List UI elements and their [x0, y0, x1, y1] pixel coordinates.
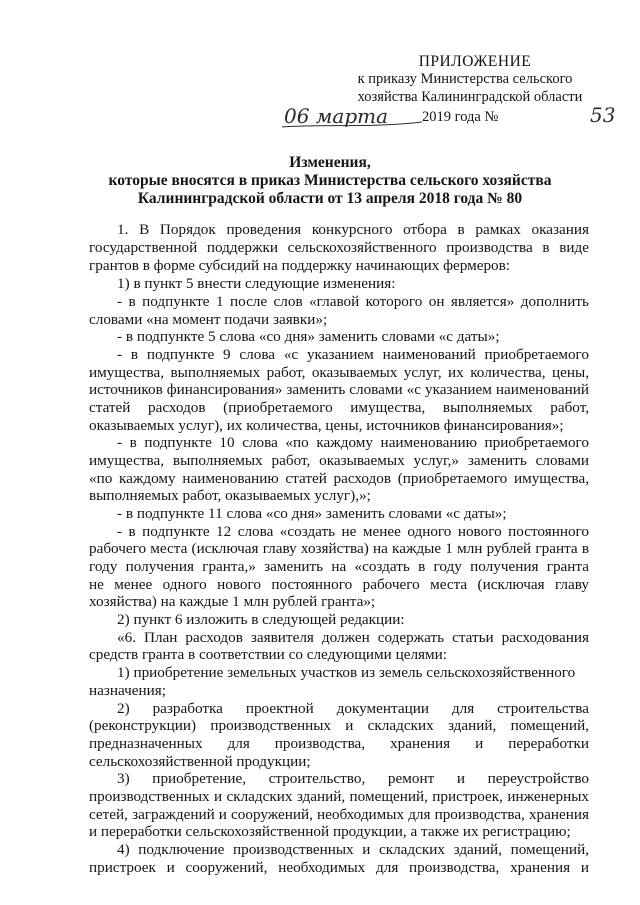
body-line: (реконструкции) производственных и складских зданий, помещений,: [89, 717, 589, 734]
body-line: 3) приобретение, строительство, ремонт и переустройство: [117, 770, 589, 787]
body-line: - в подпункте 12 слова «создать не менее одного нового постоянного: [117, 523, 589, 540]
body-line: имущества, выполняемых работ, оказываемых услуг, их количества, цены,: [89, 364, 589, 381]
body-line: рабочего места (исключая главу хозяйства) на каждые 1 млн рублей гранта в: [89, 540, 589, 557]
handwritten-number: [588, 102, 616, 126]
body-line: предназначенных для производства, хранения и переработки: [89, 735, 589, 752]
body-line: выполняемых работ, оказываемых услуг),»;: [89, 487, 371, 504]
handwritten-number-text: 53: [590, 103, 616, 126]
body-line: назначения;: [89, 682, 166, 699]
body-line: и переработки сельскохозяйственной продукции, а также их регистрацию;: [89, 823, 571, 840]
body-line: имущества, выполняемых работ, оказываемых услуг,» заменить словами: [89, 452, 589, 469]
changes-heading: Изменения,: [289, 154, 371, 171]
body-line: статей расходов (приобретаемого имущества, выполняемых работ,: [89, 399, 589, 416]
body-line: «6. План расходов заявителя должен содержать статьи расходования: [117, 629, 589, 646]
body-line: пристроек и сооружений, необходимых для производства, хранения и: [89, 859, 589, 876]
appendix-title: ПРИЛОЖЕНИЕ: [418, 53, 532, 70]
body-line: сельскохозяйственной продукции;: [89, 753, 311, 770]
appendix-order-line: к приказу Министерства сельского: [357, 71, 573, 87]
body-line: - в подпункте 11 слова «со дня» заменить словами «с даты»;: [117, 505, 507, 522]
handwritten-date-text: 06 марта: [284, 104, 389, 128]
body-line: словами «на момент подачи заявки»;: [89, 311, 328, 328]
changes-subheading-line-1: которые вносятся в приказ Министерства сельского хозяйства: [108, 172, 552, 189]
appendix-ministry-line: хозяйства Калининградской области: [357, 89, 583, 105]
changes-subheading-line-2: Калининградской области от 13 апреля 2018 года № 80: [137, 190, 523, 207]
body-line: оказываемых услуг), их количества, цены, источников финансирования»;: [89, 417, 564, 434]
body-line: 1) в пункт 5 внести следующие изменения:: [117, 275, 396, 292]
handwritten-date: [282, 104, 424, 130]
body-line: году получения гранта,» заменить на «создать в году получения гранта: [89, 558, 589, 575]
body-line: - в подпункте 5 слова «со дня» заменить словами «с даты»;: [117, 328, 500, 345]
body-line: - в подпункте 1 после слов «главой которого он является» дополнить: [117, 293, 589, 310]
body-line: государственной поддержки сельскохозяйственного производства в виде: [89, 239, 589, 256]
body-line: производственных и складских зданий, помещений, пристроек, инженерных: [89, 788, 589, 805]
body-line: грантов в форме субсидий на поддержку начинающих фермеров:: [89, 257, 511, 274]
body-line: - в подпункте 10 слова «по каждому наименованию приобретаемого: [117, 434, 589, 451]
body-line: средств гранта в соответствии со следующими целями:: [89, 646, 447, 663]
body-line: хозяйства) на каждые 1 млн рублей гранта»;: [89, 593, 376, 610]
body-line: 1. В Порядок проведения конкурсного отбора в рамках оказания: [117, 221, 589, 238]
body-line: «по каждому наименованию статей расходов (приобретаемого имущества,: [89, 470, 589, 487]
body-line: 2) пункт 6 изложить в следующей редакции:: [117, 611, 405, 628]
appendix-date-line: [282, 103, 616, 128]
body-line: 1) приобретение земельных участков из земель сельскохозяйственного: [117, 664, 576, 681]
body-line: 4) подключение производственных и складских зданий, помещений,: [117, 841, 589, 858]
body-line: сетей, заграждений и сооружений, необходимых для производства, хранения: [89, 806, 589, 823]
body-line: 2) разработка проектной документации для строительства: [117, 700, 589, 717]
body-line: источников финансирования» заменить словами «с указанием наименований: [89, 381, 589, 398]
body-line: - в подпункте 9 слова «с указанием наименований приобретаемого: [117, 346, 589, 363]
appendix-date-tail: 2019 года №: [422, 109, 499, 125]
body-line: не менее одного нового постоянного рабочего места (исключая главу: [89, 576, 589, 593]
